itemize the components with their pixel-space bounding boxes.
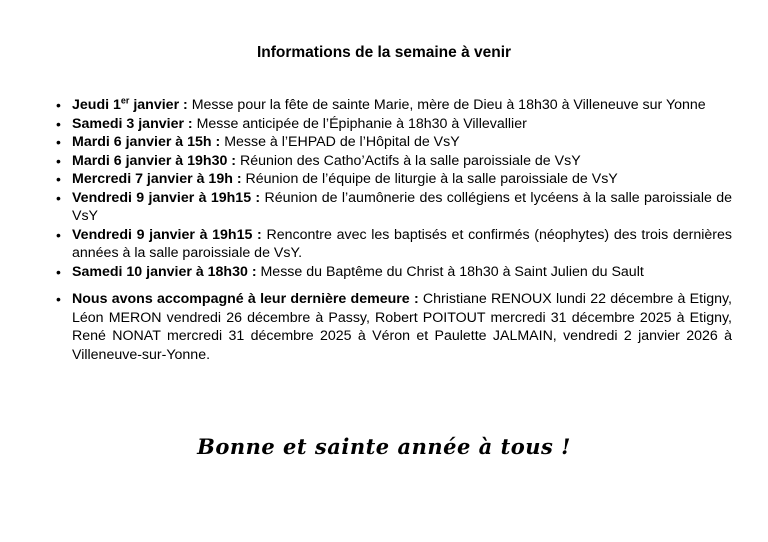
event-date: Samedi 10 janvier à 18h30 : xyxy=(72,263,257,280)
event-date: Mercredi 7 janvier à 19h : xyxy=(72,171,242,187)
event-item-jan-9-aumonerie xyxy=(72,189,732,226)
event-description: Rencontre avec les baptisés et confirmés (néophytes) des trois dernières années à la salle paroissiale de VsY. xyxy=(72,226,732,261)
event-date: Samedi 3 janvier : xyxy=(72,115,193,132)
obituary-text: Christiane RENOUX lundi 22 décembre à Etigny, Léon MERON vendredi 26 décembre à Passy, Robert POITOUT mercredi 31 décembre 2025 à Etigny, René NONAT mercredi 31 décembre 2025 à Véron et Paulette JALMAIN, vendredi 2 janvier 2026 à Villeneuve-sur-Yonne. xyxy=(72,291,732,363)
event-description: Réunion des Catho’Actifs à la salle paroissiale de VsY xyxy=(236,152,581,169)
event-item-jan-1 xyxy=(72,96,732,115)
event-description: Messe anticipée de l’Épiphanie à 18h30 à Villevallier xyxy=(192,115,527,132)
event-date: Jeudi 1er janvier : xyxy=(72,95,188,113)
obituary-item xyxy=(72,290,732,364)
obituary-lead: Nous avons accompagné à leur dernière demeure : xyxy=(72,291,419,307)
events-list xyxy=(72,96,732,364)
event-description: Messe à l’EHPAD de l’Hôpital de VsY xyxy=(220,134,460,150)
event-item-jan-6-15h xyxy=(72,133,732,152)
event-description: Messe pour la fête de sainte Marie, mère de Dieu à 18h30 à Villeneuve sur Yonne xyxy=(187,97,706,113)
event-date: Mardi 6 janvier à 19h30 : xyxy=(72,152,237,169)
event-description: Réunion de l’aumônerie des collégiens et lycéens à la salle paroissiale de VsY xyxy=(72,189,732,224)
event-item-jan-6-19h30 xyxy=(72,152,732,171)
event-date: Vendredi 9 janvier à 19h15 : xyxy=(72,226,262,243)
event-item-jan-10 xyxy=(72,263,732,282)
event-date: Mardi 6 janvier à 15h : xyxy=(72,134,221,150)
page-title: Informations de la semaine à venir xyxy=(256,44,512,61)
event-item-jan-3 xyxy=(72,115,732,134)
new-year-greeting: Bonne et sainte année à tous ! xyxy=(197,434,571,459)
event-description: Réunion de l’équipe de liturgie à la salle paroissiale de VsY xyxy=(241,171,618,187)
event-item-jan-7 xyxy=(72,170,732,189)
event-item-jan-9-neophytes xyxy=(72,226,732,263)
event-date: Vendredi 9 janvier à 19h15 : xyxy=(72,189,261,206)
event-description: Messe du Baptême du Christ à 18h30 à Saint Julien du Sault xyxy=(256,263,644,280)
